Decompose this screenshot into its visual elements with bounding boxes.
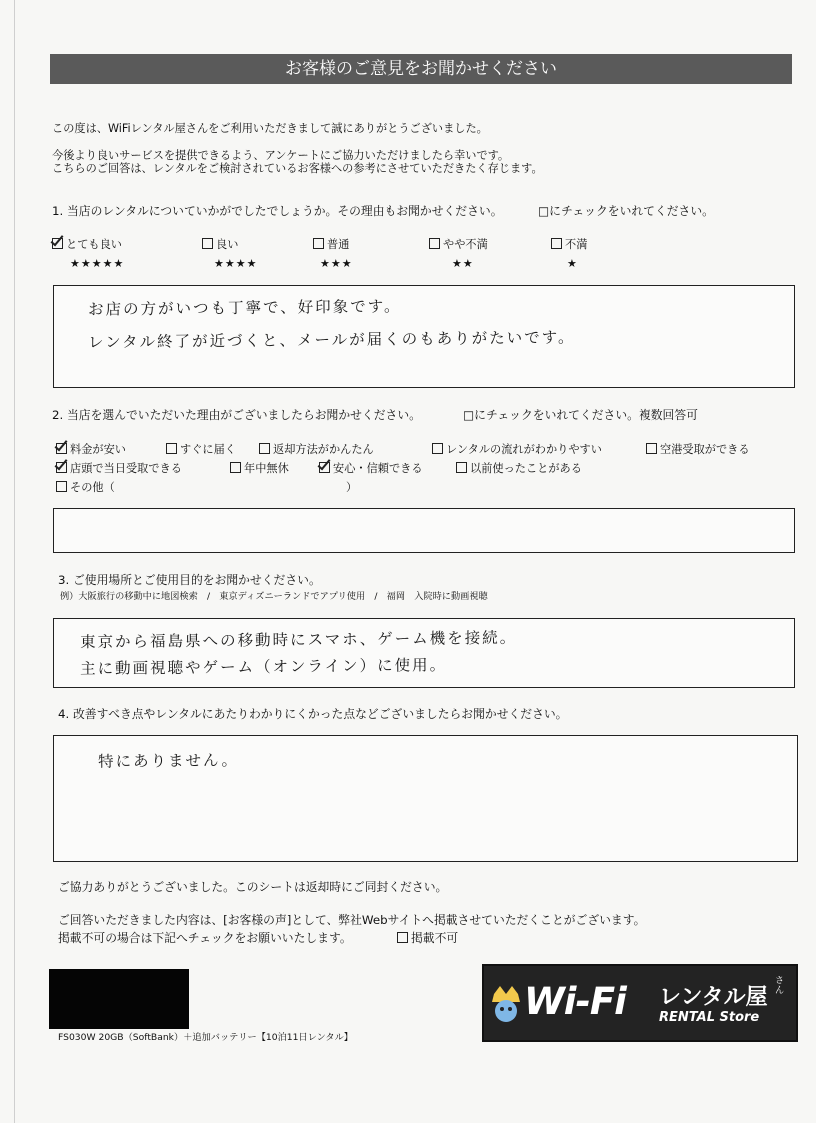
q1-answer-line-2: レンタル終了が近づくと、メールが届くのもありがたいです。 [87, 328, 576, 352]
no-publish-checkbox[interactable] [397, 932, 408, 943]
q2-option-open-all-year[interactable] [230, 462, 289, 476]
q2-option-used-before[interactable] [456, 462, 582, 476]
q3-example: 例）大阪旅行の移動中に地図検索 / 東京ディズニーランドでアプリ使用 / 福岡 入院時に動画視聴 [60, 591, 488, 602]
q1-somewhat-unsatisfied-stars: ★★ [452, 257, 474, 270]
logo-japanese-text: レンタル屋 [659, 985, 768, 1010]
q2-trustworthy-label: 安心・信頼できる [333, 462, 423, 475]
q2-fast-delivery-label: すぐに届く [180, 443, 236, 456]
q2-option-cheap[interactable] [56, 443, 126, 457]
intro-line-2: 今後より良いサービスを提供できるよう、アンケートにご協力いただけましたら幸いです。 [52, 149, 510, 162]
q2-open-all-year-checkbox[interactable] [230, 462, 241, 473]
q2-airport-pickup-checkbox[interactable] [646, 443, 657, 454]
q2-other-close-paren: ） [346, 481, 358, 494]
logo-san-text: さん [775, 976, 785, 996]
q1-unsatisfied-checkbox[interactable] [551, 238, 562, 249]
q2-cheap-checkbox[interactable] [56, 443, 67, 454]
q1-good-stars: ★★★★ [214, 257, 258, 270]
q3-answer-line-2: 主に動画視聴やゲーム（オンライン）に使用。 [79, 656, 448, 678]
q2-option-airport-pickup[interactable] [646, 443, 750, 457]
q1-very-good-stars: ★★★★★ [70, 257, 125, 270]
q1-option-unsatisfied[interactable] [551, 238, 587, 252]
q1-good-checkbox[interactable] [202, 238, 213, 249]
q2-same-day-store-label: 店頭で当日受取できる [70, 462, 182, 475]
q1-normal-stars: ★★★ [320, 257, 353, 270]
q2-option-fast-delivery[interactable] [166, 443, 236, 457]
q3-answer-box[interactable] [53, 618, 795, 688]
q2-option-easy-return[interactable] [259, 443, 374, 457]
q2-option-same-day-store[interactable] [56, 462, 182, 476]
q2-other-checkbox[interactable] [56, 481, 67, 492]
q2-same-day-store-checkbox[interactable] [56, 462, 67, 473]
logo-subtitle: RENTAL Store [659, 1010, 760, 1025]
footer-thanks: ご協力ありがとうございました。このシートは返却時にご同封ください。 [58, 880, 448, 894]
q1-normal-checkbox[interactable] [313, 238, 324, 249]
q2-fast-delivery-checkbox[interactable] [166, 443, 177, 454]
q2-easy-return-checkbox[interactable] [259, 443, 270, 454]
q1-normal-label: 普通 [327, 238, 350, 251]
footer-notice-1: ご回答いただきました内容は、[お客様の声]として、弊社Webサイトへ掲載させていただくことがございます。 [58, 913, 646, 927]
q1-very-good-checkbox[interactable] [52, 238, 63, 249]
q2-option-clear-flow[interactable] [432, 443, 602, 457]
page-title: お客様のご意見をお聞かせください [50, 54, 792, 84]
q2-cheap-label: 料金が安い [70, 443, 126, 456]
q1-good-label: 良い [216, 238, 239, 251]
logo-wifi-text: Wi-Fi [524, 980, 626, 1023]
product-info: FS030W 20GB（SoftBank）＋追加バッテリー【10泊11日レンタル】 [58, 1032, 353, 1043]
footer-notice-2: 掲載不可の場合は下記へチェックをお願いいたします。 [58, 931, 352, 945]
scan-edge-line [14, 0, 15, 1123]
q4-answer-box[interactable] [53, 735, 798, 862]
q4-question: 4. 改善すべき点やレンタルにあたりわかりにくかった点などございましたらお聞かせください。 [58, 707, 568, 721]
intro-line-1: この度は、WiFiレンタル屋さんをご利用いただきまして誠にありがとうございました。 [52, 122, 488, 135]
q2-open-all-year-label: 年中無休 [244, 462, 289, 475]
q4-answer-line-1: 特にありません。 [97, 751, 240, 771]
intro-line-3: こちらのご回答は、レンタルをご検討されているお客様への参考にさせていただきたく存じます。 [52, 162, 543, 175]
q2-clear-flow-checkbox[interactable] [432, 443, 443, 454]
brand-logo [482, 964, 798, 1042]
q2-option-trustworthy[interactable] [319, 462, 423, 476]
no-publish-option[interactable] [397, 931, 458, 945]
q2-trustworthy-checkbox[interactable] [319, 462, 330, 473]
q2-hint: □にチェックをいれてください。複数回答可 [463, 408, 698, 422]
q2-easy-return-label: 返却方法がかんたん [273, 443, 374, 456]
q1-option-very-good[interactable] [52, 238, 122, 252]
q1-unsatisfied-stars: ★ [567, 257, 578, 270]
q2-answer-box[interactable] [53, 508, 795, 553]
q1-unsatisfied-label: 不満 [565, 238, 588, 251]
redacted-block [49, 969, 189, 1029]
q3-question: 3. ご使用場所とご使用目的をお聞かせください。 [58, 573, 321, 587]
q3-answer-line-1: 東京から福島県への移動時にスマホ、ゲーム機を接続。 [79, 628, 518, 652]
q2-clear-flow-label: レンタルの流れがわかりやすい [446, 443, 602, 456]
q2-question: 2. 当店を選んでいただいた理由がございましたらお聞かせください。 [52, 408, 421, 422]
q2-used-before-label: 以前使ったことがある [470, 462, 582, 475]
crown-mascot-icon [490, 984, 526, 1024]
q2-airport-pickup-label: 空港受取ができる [660, 443, 750, 456]
q2-option-other[interactable] [56, 481, 115, 495]
q1-very-good-label: とても良い [66, 238, 122, 251]
q1-somewhat-unsatisfied-checkbox[interactable] [429, 238, 440, 249]
q1-answer-line-1: お店の方がいつも丁寧で、好印象です。 [87, 297, 402, 319]
q1-question: 1. 当店のレンタルについていかがでしたでしょうか。その理由もお聞かせください。 [52, 204, 503, 218]
q2-used-before-checkbox[interactable] [456, 462, 467, 473]
q1-option-normal[interactable] [313, 238, 349, 252]
q1-answer-box[interactable] [53, 285, 795, 388]
q1-somewhat-unsatisfied-label: やや不満 [443, 238, 488, 251]
q2-other-label: その他（ [70, 481, 115, 494]
q1-option-good[interactable] [202, 238, 238, 252]
no-publish-label: 掲載不可 [411, 931, 459, 945]
q1-hint: □にチェックをいれてください。 [538, 204, 714, 218]
q1-option-somewhat-unsatisfied[interactable] [429, 238, 488, 252]
